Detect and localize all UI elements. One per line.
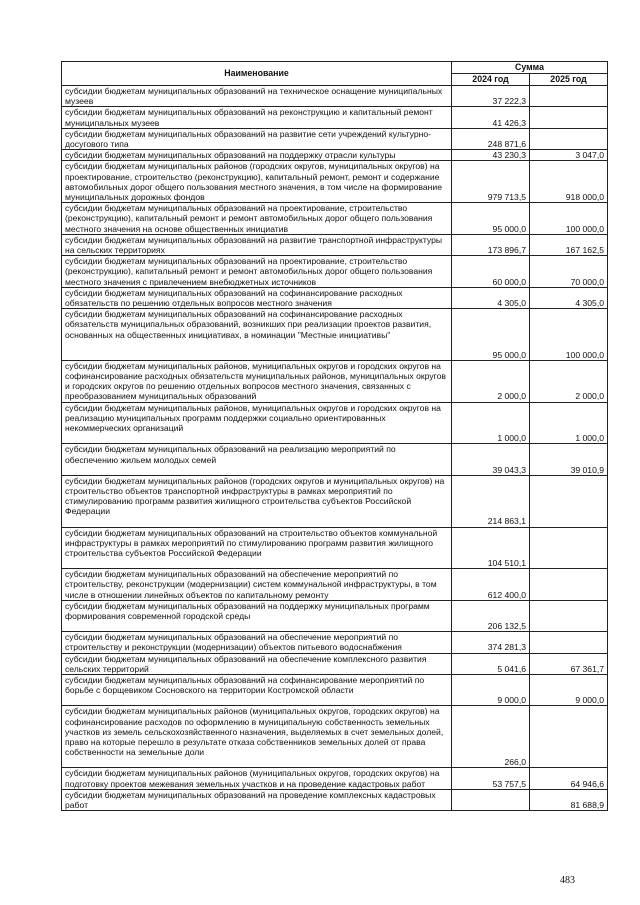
row-name: субсидии бюджетам муниципальных районов (муниципальных округов, городских округов) на подготовку проектов межевания земельных участков и на проведение кадастровых работ (62, 768, 452, 789)
row-name: субсидии бюджетам муниципальных образований на реконструкцию и капитальный ремонт муниципальных музеев (62, 107, 452, 128)
row-value-2025: 100 000,0 (530, 309, 608, 361)
header-sum: Сумма (452, 62, 608, 74)
row-value-2025: 167 162,5 (530, 234, 608, 255)
table-row (62, 234, 608, 255)
table-row (62, 632, 608, 653)
table-row (62, 674, 608, 705)
row-value-2024: 41 426,3 (452, 107, 530, 128)
budget-table (61, 61, 608, 811)
row-value-2024: 39 043,3 (452, 444, 530, 475)
row-name: субсидии бюджетам муниципальных образований на поддержку отрасли культуры (62, 150, 452, 161)
row-name: субсидии бюджетам муниципальных районов (муниципальных округов, городских округов) на софинансирование расходов по оформлению в муниципальную собственность земельных участков из земель сельскохозяйственного назначения, выделяемых в счет земельных долей, право на которые перешло в результате отказа собственников земельных долей от права собственности на земельные доли (62, 706, 452, 768)
row-name: субсидии бюджетам муниципальных районов, муниципальных округов и городских округов на софинансирование расходных обязательств муниципальных районов, муниципальных округов и городских округов по решению отдельных вопросов местного значения, связанных с преобразованием муниципальных образований (62, 360, 452, 402)
row-value-2024: 95 000,0 (452, 309, 530, 361)
header-row-1 (62, 62, 608, 74)
table-row (62, 360, 608, 402)
table-row (62, 128, 608, 149)
row-name: субсидии бюджетам муниципальных образований на софинансирование мероприятий по борьбе с борщевиком Сосновского на территории Костромской области (62, 674, 452, 705)
table-row (62, 402, 608, 444)
header-year-2025: 2025 год (530, 74, 608, 86)
table-row (62, 527, 608, 569)
row-value-2025: 64 946,6 (530, 768, 608, 789)
table-row (62, 161, 608, 203)
table-row (62, 150, 608, 161)
row-value-2024: 4 305,0 (452, 287, 530, 308)
row-value-2025 (530, 569, 608, 601)
row-value-2025: 39 010,9 (530, 444, 608, 475)
row-value-2025: 9 000,0 (530, 674, 608, 705)
table-row (62, 309, 608, 361)
row-name: субсидии бюджетам муниципальных образований на обеспечение комплексного развития сельских территорий (62, 653, 452, 674)
row-value-2024: 2 000,0 (452, 360, 530, 402)
row-name: субсидии бюджетам муниципальных образований на реализацию мероприятий по обеспечению жильем молодых семей (62, 444, 452, 475)
row-name: субсидии бюджетам муниципальных образований на обеспечение мероприятий по строительству и реконструкции (модернизации) объектов питьевого водоснабжения (62, 632, 452, 653)
row-value-2024: 53 757,5 (452, 768, 530, 789)
table-row (62, 653, 608, 674)
row-value-2024: 37 222,3 (452, 86, 530, 107)
row-value-2025 (530, 475, 608, 527)
row-name: субсидии бюджетам муниципальных образований на строительство объектов коммунальной инфраструктуры в рамках мероприятий по стимулированию программ развития жилищного строительства субъектов Российской Федерации (62, 527, 452, 569)
row-value-2025: 3 047,0 (530, 150, 608, 161)
row-value-2024: 1 000,0 (452, 402, 530, 444)
row-value-2024: 5 041,6 (452, 653, 530, 674)
table-row (62, 789, 608, 810)
row-value-2024: 104 510,1 (452, 527, 530, 569)
table-row (62, 86, 608, 107)
row-value-2025 (530, 600, 608, 631)
header-name: Наименование (62, 62, 452, 86)
row-value-2025: 2 000,0 (530, 360, 608, 402)
row-value-2025 (530, 527, 608, 569)
row-value-2024: 266,0 (452, 706, 530, 768)
row-name: субсидии бюджетам муниципальных образований на техническое оснащение муниципальных музеев (62, 86, 452, 107)
table-row (62, 444, 608, 475)
row-value-2024: 214 863,1 (452, 475, 530, 527)
table-body (62, 86, 608, 811)
table-row (62, 475, 608, 527)
row-value-2025 (530, 107, 608, 128)
row-value-2024: 374 281,3 (452, 632, 530, 653)
row-value-2024: 612 400,0 (452, 569, 530, 601)
row-value-2024: 173 896,7 (452, 234, 530, 255)
table-row (62, 569, 608, 601)
row-value-2025: 100 000,0 (530, 203, 608, 235)
row-value-2024: 95 000,0 (452, 203, 530, 235)
row-name: субсидии бюджетам муниципальных районов (городских округов, муниципальных округов) на проектирование, строительство (реконструкцию), капитальный ремонт, ремонт и содержание автомобильных дорог общего пользования местного значения, в том числе на формирование муниципальных дорожных фондов (62, 161, 452, 203)
table-row (62, 287, 608, 308)
row-value-2024: 60 000,0 (452, 256, 530, 288)
row-value-2025 (530, 128, 608, 149)
row-value-2025: 1 000,0 (530, 402, 608, 444)
row-value-2025: 67 361,7 (530, 653, 608, 674)
table-row (62, 256, 608, 288)
row-value-2024: 43 230,3 (452, 150, 530, 161)
row-name: субсидии бюджетам муниципальных образований на проектирование, строительство (реконструкцию), капитальный ремонт и ремонт автомобильных дорог общего пользования местного значения с привлечением внебюджетных источников (62, 256, 452, 288)
table-row (62, 203, 608, 235)
row-value-2024: 206 132,5 (452, 600, 530, 631)
row-name: субсидии бюджетам муниципальных образований на проектирование, строительство (реконструкцию), капитальный ремонт и ремонт автомобильных дорог общего пользования местного значения на основе общественных инициатив (62, 203, 452, 235)
table-row (62, 600, 608, 631)
table-row (62, 706, 608, 768)
row-value-2025 (530, 86, 608, 107)
row-value-2025: 81 688,9 (530, 789, 608, 810)
row-value-2025 (530, 632, 608, 653)
row-value-2024: 9 000,0 (452, 674, 530, 705)
row-value-2025: 70 000,0 (530, 256, 608, 288)
row-value-2024: 979 713,5 (452, 161, 530, 203)
row-name: субсидии бюджетам муниципальных районов, муниципальных округов и городских округов на реализацию муниципальных программ поддержки социально ориентированных некоммерческих организаций (62, 402, 452, 444)
table-row (62, 107, 608, 128)
row-value-2025: 4 305,0 (530, 287, 608, 308)
row-name: субсидии бюджетам муниципальных образований на развитие транспортной инфраструктуры на сельских территориях (62, 234, 452, 255)
row-name: субсидии бюджетам муниципальных образований на обеспечение мероприятий по строительству, реконструкции (модернизации) систем коммунальной инфраструктуры, в том числе в отношении линейных объектов по капитальному ремонту (62, 569, 452, 601)
row-name: субсидии бюджетам муниципальных образований на поддержку муниципальных программ формирования современной городской среды (62, 600, 452, 631)
row-name: субсидии бюджетам муниципальных образований на развитие сети учреждений культурно-досугового типа (62, 128, 452, 149)
row-value-2024: 248 871,6 (452, 128, 530, 149)
row-name: субсидии бюджетам муниципальных районов (городских округов и муниципальных округов) на строительство объектов транспортной инфраструктуры в рамках мероприятий по стимулированию программ развития жилищного строительства субъектов Российской Федерации (62, 475, 452, 527)
header-year-2024: 2024 год (452, 74, 530, 86)
row-name: субсидии бюджетам муниципальных образований на софинансирование расходных обязательств по решению отдельных вопросов местного значения (62, 287, 452, 308)
row-value-2025: 918 000,0 (530, 161, 608, 203)
row-value-2025 (530, 706, 608, 768)
row-name: субсидии бюджетам муниципальных образований на проведение комплексных кадастровых работ (62, 789, 452, 810)
table-row (62, 768, 608, 789)
row-name: субсидии бюджетам муниципальных образований на софинансирование расходных обязательств муниципальных образований, возникших при реализации проектов развития, основанных на общественных инициативах, в номинации "Местные инициативы" (62, 309, 452, 361)
page-number: 483 (560, 875, 575, 886)
row-value-2024 (452, 789, 530, 810)
